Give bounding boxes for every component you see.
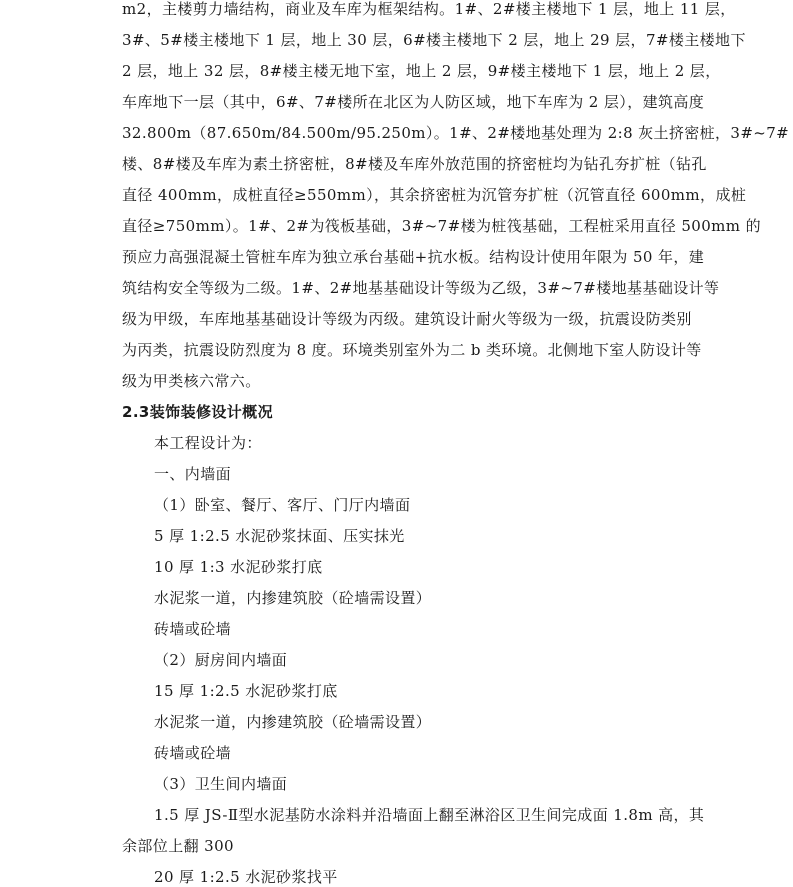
paragraph-line: 直径≥750mm）。1#、2#为筏板基础，3#~7#楼为桩筏基础，工程桩采用直径 500mm 的 bbox=[122, 217, 761, 235]
content-line: 5 厚 1:2.5 水泥砂浆抹面、压实抹光 bbox=[154, 527, 405, 545]
paragraph-line: 直径 400mm，成桩直径≥550mm），其余挤密桩为沉管夯扩桩（沉管直径 600mm，成桩 bbox=[122, 186, 747, 204]
content-line: 本工程设计为： bbox=[154, 434, 262, 452]
continuation-line: 余部位上翻 300 bbox=[122, 837, 234, 855]
paragraph-line: 筑结构安全等级为二级。1#、2#地基基础设计等级为乙级，3#~7#楼地基基础设计等 bbox=[122, 279, 720, 297]
content-line: 15 厚 1:2.5 水泥砂浆打底 bbox=[154, 682, 338, 700]
section-heading: 2.3装饰装修设计概况 bbox=[122, 403, 273, 421]
content-line: 水泥浆一道，内掺建筑胶（砼墙需设置） bbox=[154, 589, 432, 607]
paragraph-line: 2 层，地上 32 层，8#楼主楼无地下室，地上 2 层，9#楼主楼地下 1 层，地上 2 层， bbox=[122, 62, 721, 80]
content-line: 10 厚 1:3 水泥砂浆打底 bbox=[154, 558, 323, 576]
paragraph-line: 3#、5#楼主楼地下 1 层，地上 30 层，6#楼主楼地下 2 层，地上 29 层，7#楼主楼地下 bbox=[122, 31, 746, 49]
paragraph-line: 楼、8#楼及车库为素土挤密桩，8#楼及车库外放范围的挤密桩均为钻孔夯扩桩（钻孔 bbox=[122, 155, 707, 173]
paragraph-line: 级为甲类核六常六。 bbox=[122, 372, 261, 390]
paragraph-line: 32.800m（87.650m/84.500m/95.250m）。1#、2#楼地基处理为 2:8 灰土挤密桩，3#~7# bbox=[122, 124, 790, 142]
paragraph-line: 车库地下一层（其中，6#、7#楼所在北区为人防区域，地下车库为 2 层），建筑高度 bbox=[122, 93, 705, 111]
paragraph-line: 预应力高强混凝土管桩车库为独立承台基础+抗水板。结构设计使用年限为 50 年，建 bbox=[122, 248, 705, 266]
content-line: （2）厨房间内墙面 bbox=[154, 651, 288, 669]
content-line: 1.5 厚 JS-Ⅱ型水泥基防水涂料并沿墙面上翻至淋浴区卫生间完成面 1.8m 高，其 bbox=[154, 806, 705, 824]
paragraph-line: 为丙类，抗震设防烈度为 8 度。环境类别室外为二 b 类环境。北侧地下室人防设计等 bbox=[122, 341, 702, 359]
paragraph-line: 级为甲级，车库地基基础设计等级为丙级。建筑设计耐火等级为一级，抗震设防类别 bbox=[122, 310, 692, 328]
content-line: 砖墙或砼墙 bbox=[154, 744, 232, 762]
content-line: 砖墙或砼墙 bbox=[154, 620, 232, 638]
content-line: （3）卫生间内墙面 bbox=[154, 775, 288, 793]
content-line-partial: 20 厚 1:2.5 水泥砂浆找平 bbox=[154, 868, 338, 886]
paragraph-line: m2，主楼剪力墙结构，商业及车库为框架结构。1#、2#楼主楼地下 1 层，地上 11 层， bbox=[122, 0, 736, 18]
content-line: 水泥浆一道，内掺建筑胶（砼墙需设置） bbox=[154, 713, 432, 731]
content-line: （1）卧室、餐厅、客厅、门厅内墙面 bbox=[154, 496, 411, 514]
content-line: 一、内墙面 bbox=[154, 465, 232, 483]
